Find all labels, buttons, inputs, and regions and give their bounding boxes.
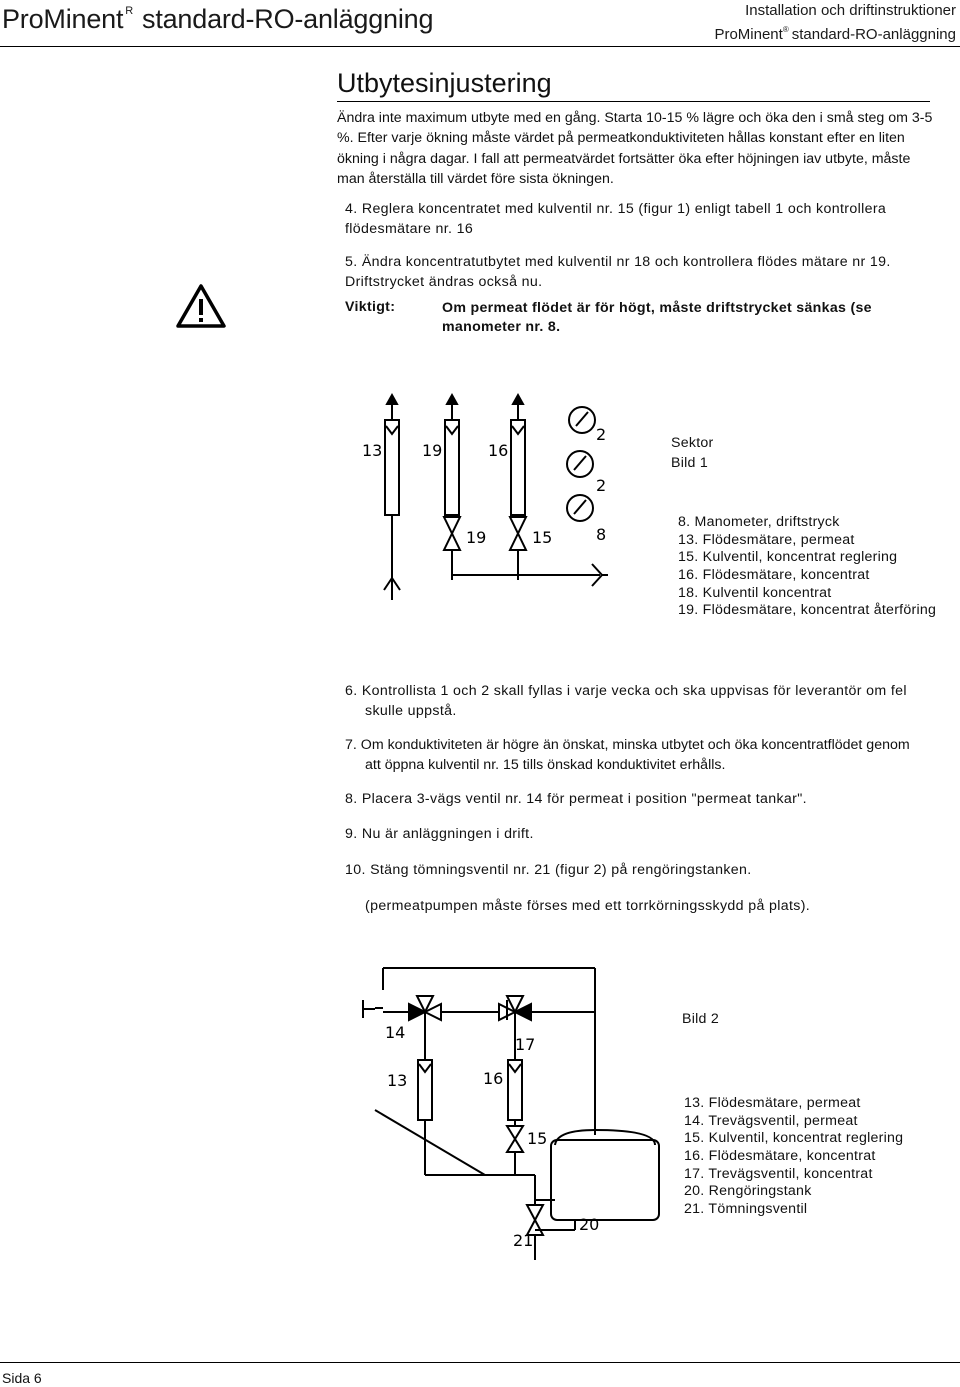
important-label: Viktigt:: [345, 299, 396, 315]
registered-mark: R: [125, 5, 134, 17]
label-flowmeter-13: 13: [387, 1071, 408, 1090]
important-text: Om permeat flödet är för högt, måste driftstrycket sänkas (se manometer nr. 8.: [442, 300, 872, 335]
label-valve-17: 17: [515, 1035, 536, 1054]
step-10: 10. Stäng tömningsventil nr. 21 (figur 2) på rengöringstanken.: [345, 862, 752, 878]
flowmeter-13: [385, 395, 399, 580]
valve-17: [499, 996, 531, 1030]
gauge-8: [567, 495, 593, 521]
label-13: 13: [362, 441, 383, 460]
label-valve-14: 14: [385, 1023, 406, 1042]
valve-14: [409, 996, 441, 1030]
legend-item: 21. Tömningsventil: [684, 1201, 808, 1218]
label-gauge-2b: 2: [596, 476, 607, 495]
header-doc-type: Installation och driftinstruktioner: [745, 2, 956, 19]
label-valve-19: 19: [466, 528, 487, 547]
title-divider: [337, 101, 930, 102]
valve-19: [444, 517, 460, 580]
label-tank-20: 20: [579, 1215, 600, 1234]
step-5: 5. Ändra koncentratutbytet med kulventil nr 18 och kontrollera flödes mätare nr 19. Driftstrycket ändras också nu.: [345, 254, 891, 290]
figure-2-diagram: [355, 960, 675, 1270]
header-product-line: ProMinent® standard-RO-anläggning: [714, 25, 956, 43]
figure-1-diagram: [340, 390, 620, 610]
figure-2-caption: Bild 2: [682, 1011, 719, 1027]
tank-20: [551, 1130, 659, 1230]
step-9: 9. Nu är anläggningen i drift.: [345, 826, 534, 842]
step-4: 4. Reglera koncentratet med kulventil nr. 15 (figur 1) enligt tabell 1 och kontrollera flödesmätare nr. 16: [345, 201, 887, 237]
header-brand: ProMinent: [2, 4, 124, 34]
legend-item: 15. Kulventil, koncentrat reglering: [678, 549, 898, 566]
label-19: 19: [422, 441, 443, 460]
legend-item: 20. Rengöringstank: [684, 1183, 812, 1200]
label-valve-21: 21: [513, 1231, 534, 1250]
intro-paragraph: Ändra inte maximum utbyte med en gång. Starta 10-15 % lägre och öka den i små steg om 3-5 %. Efter varje ökning måste värdet på permeatkonduktiviteten hållas konstant efter en liten ökning i några dagar. I fall att permeatvärdet fortsätter öka efter höjningen iav utbyte, måste man återställa till värdet före sista ökningen.: [337, 110, 933, 187]
step-8: 8. Placera 3-vägs ventil nr. 14 för permeat i position "permeat tankar".: [345, 791, 807, 807]
valve-15: [507, 1126, 523, 1175]
legend-item: 13. Flödesmätare, permeat: [678, 531, 855, 548]
legend-item: 19. Flödesmätare, koncentrat återföring: [678, 602, 937, 619]
step-7: 7. Om konduktiviteten är högre än önskat, minska utbytet och öka koncentratflödet genom att öppna kulventil nr. 15 tills önskad konduktivitet erhålls.: [345, 737, 910, 773]
section-title: Utbytesinjustering: [337, 68, 552, 98]
gauge-2-mid: [567, 451, 593, 477]
label-valve-15: 15: [532, 528, 553, 547]
valve-15: [510, 517, 526, 580]
flowmeter-16: [511, 395, 525, 517]
legend-item: 16. Flödesmätare, koncentrat: [678, 567, 870, 584]
header-title: [2, 4, 433, 35]
legend-item: 16. Flödesmätare, koncentrat: [684, 1148, 876, 1165]
legend-item: 13. Flödesmätare, permeat: [684, 1095, 861, 1111]
flowmeter-16: [508, 1060, 522, 1126]
label-valve-15: 15: [527, 1129, 548, 1148]
header-divider: [0, 46, 960, 47]
footer-divider: [0, 1362, 960, 1363]
figure-2-legend: [684, 1094, 903, 1218]
figure-1-legend: [678, 513, 936, 619]
legend-item: 15. Kulventil, koncentrat reglering: [684, 1130, 904, 1147]
legend-item: 8. Manometer, driftstryck: [678, 514, 840, 530]
header-product: standard-RO-anläggning: [142, 4, 434, 34]
label-16: 16: [488, 441, 509, 460]
flowmeter-13: [418, 1060, 432, 1175]
label-gauge-8: 8: [596, 525, 607, 544]
legend-item: 18. Kulventil koncentrat: [678, 584, 832, 601]
step-6: 6. Kontrollista 1 och 2 skall fyllas i varje vecka och ska uppvisas för leverantör om fel skulle uppstå.: [345, 683, 907, 719]
gauge-2-top: [569, 407, 595, 433]
header-right: [714, 1, 956, 44]
label-gauge-2a: 2: [596, 425, 607, 444]
flowmeter-19: [445, 395, 459, 517]
warning-triangle-icon: [175, 283, 227, 329]
step-note: (permeatpumpen måste förses med ett torrkörningsskydd på plats).: [365, 898, 811, 914]
label-flowmeter-16: 16: [483, 1069, 504, 1088]
legend-item: 14. Trevägsventil, permeat: [684, 1112, 858, 1129]
legend-item: 17. Trevägsventil, koncentrat: [684, 1165, 873, 1182]
page-number: Sida 6: [2, 1370, 42, 1386]
figure-1-caption: Sektor Bild 1: [671, 435, 714, 471]
